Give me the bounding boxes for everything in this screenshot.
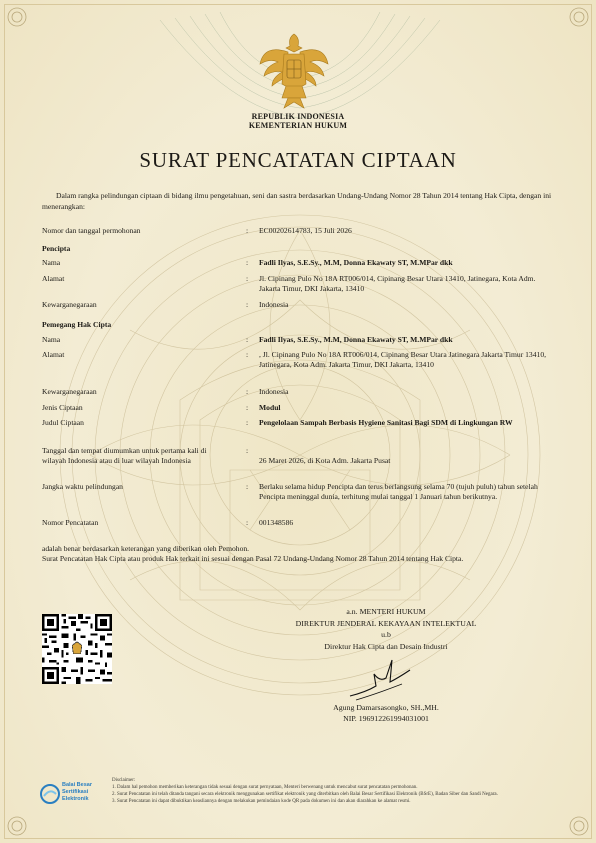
separator: : <box>246 335 249 344</box>
document-title: SURAT PENCATATAN CIPTAAN <box>139 148 457 172</box>
header-country: REPUBLIK INDONESIA <box>251 112 345 121</box>
corner-ornament-top-left <box>6 6 28 28</box>
separator: : <box>246 300 249 309</box>
footer-line-2: Surat Pencatatan Hak Cipta atau produk Hak terkait ini sesuai dengan Pasal 72 Undang-Undang Nomor 28 Tahun 2014 tentang Hak Cipta. <box>42 554 464 563</box>
application-label: Nomor dan tanggal permohonan <box>42 226 141 235</box>
work-type-value: Modul <box>259 403 281 412</box>
bsre-line-2: Sertifikasi <box>62 789 89 795</box>
creator-name-label: Nama <box>42 258 61 267</box>
separator: : <box>246 518 249 527</box>
disclaimer-item: 3. Surat Pencatatan ini dapat dibuktikan keasliannya dengan melakukan pemindaian kode QR pada dokumen ini dan akan diarahkan ke alamat resmi. <box>112 799 411 804</box>
intro-paragraph: Dalam rangka pelindungan ciptaan di bidang ilmu pengetahuan, seni dan sastra berdasarkan Undang-Undang Nomor 28 Tahun 2014 tentang Hak Cipta, dengan ini menerangkan: <box>42 191 552 211</box>
qr-code-icon <box>42 614 112 684</box>
creator-address-value: Jl. Cipinang Pulo No 18A RT006/014, Cipinang Besar Utara 13410, Jatinegara, Kota Adm. Jakarta Timur, DKI Jakarta, 13410 <box>259 274 536 293</box>
separator: : <box>246 482 249 491</box>
corner-ornament-bottom-right <box>568 815 590 837</box>
separator: : <box>246 446 249 455</box>
disclaimer-item: 2. Surat Pencatatan ini telah ditanda tangani secara elektronik menggunakan sertifikat elektronik yang diterbitkan oleh Balai Besar Sertifikasi Elektronik (BSrE), Badan Siber dan Sandi Negara. <box>112 792 498 797</box>
bsre-line-3: Elektronik <box>62 796 89 802</box>
holder-name-label: Nama <box>42 335 61 344</box>
corner-ornament-top-right <box>568 6 590 28</box>
bsre-line-1: Balai Besar <box>62 782 92 788</box>
application-value: EC00202614783, 15 Juli 2026 <box>259 226 352 235</box>
separator: : <box>246 258 249 267</box>
signatory-nip: NIP. 196912261994031001 <box>343 714 429 723</box>
separator: : <box>246 226 249 235</box>
footer-line-1: adalah benar berdasarkan keterangan yang diberikan oleh Pemohon. <box>42 544 250 553</box>
creator-heading: Pencipta <box>42 244 71 253</box>
holder-nationality-value: Indonesia <box>259 387 289 396</box>
creator-address-label: Alamat <box>42 274 65 283</box>
creator-nationality-label: Kewarganegaraan <box>42 300 97 309</box>
disclaimer-heading: Disclaimer: <box>112 778 136 783</box>
period-label: Jangka waktu pelindungan <box>42 482 123 491</box>
separator: : <box>246 403 249 412</box>
work-title-label: Judul Ciptaan <box>42 418 84 427</box>
announce-label: Tanggal dan tempat diumumkan untuk pertama kali di wilayah Indonesia atau di luar wilayah Indonesia <box>42 446 207 465</box>
creator-nationality-value: Indonesia <box>259 300 289 309</box>
holder-name-value: Fadli Ilyas, S.E.Sy., M.M, Donna Ekawaty ST, M.MPar dkk <box>259 335 453 344</box>
holder-address-value: , Jl. Cipinang Pulo No 18A RT006/014, Cipinang Besar Utara Jatinegara Jakarta Timur 13410, Jatinegara, Kota Adm. Jakarta Timur, DKI Jakarta, 13410 <box>259 350 547 369</box>
signature-line-4: Direktur Hak Cipta dan Desain Industri <box>324 642 448 651</box>
handwritten-signature <box>346 656 416 702</box>
signature-line-3: u.b <box>381 630 391 639</box>
signature-line-2: DIREKTUR JENDERAL KEKAYAAN INTELEKTUAL <box>295 619 477 628</box>
holder-address-label: Alamat <box>42 350 65 359</box>
separator: : <box>246 387 249 396</box>
bsre-logo <box>40 782 110 808</box>
holder-heading: Pemegang Hak Cipta <box>42 320 112 329</box>
creator-name-value: Fadli Ilyas, S.E.Sy., M.M, Donna Ekawaty ST, M.MPar dkk <box>259 258 453 267</box>
garuda-emblem-icon <box>258 30 330 112</box>
separator: : <box>246 274 249 283</box>
corner-ornament-bottom-left <box>6 815 28 837</box>
holder-nationality-label: Kewarganegaraan <box>42 387 97 396</box>
separator: : <box>246 418 249 427</box>
disclaimer-notes <box>112 777 562 805</box>
work-type-label: Jenis Ciptaan <box>42 403 83 412</box>
separator: : <box>246 350 249 359</box>
bsre-logo-icon <box>40 784 60 804</box>
record-value: 001348586 <box>259 518 294 527</box>
signature-line-1: a.n. MENTERI HUKUM <box>346 607 426 616</box>
announce-value: 26 Maret 2026, di Kota Adm. Jakarta Pusat <box>259 456 391 465</box>
period-value: Berlaku selama hidup Pencipta dan terus berlangsung selama 70 (tujuh puluh) tahun setelah Pencipta meninggal dunia, terhitung mulai tanggal 1 Januari tahun berikutnya. <box>259 482 538 501</box>
record-label: Nomor Pencatatan <box>42 518 99 527</box>
signatory-name: Agung Damarsasongko, SH.,MH. <box>333 703 439 712</box>
header-ministry: KEMENTERIAN HUKUM <box>248 121 348 130</box>
work-title-value: Pengelolaan Sampah Berbasis Hygiene Sanitasi Bagi SDM di Lingkungan RW <box>259 418 513 427</box>
disclaimer-item: 1. Dalam hal pemohon memberikan keterangan tidak sesuai dengan surat pernyataan, Menteri berwenang untuk mencabut surat pencatatan permohonan. <box>112 785 418 790</box>
